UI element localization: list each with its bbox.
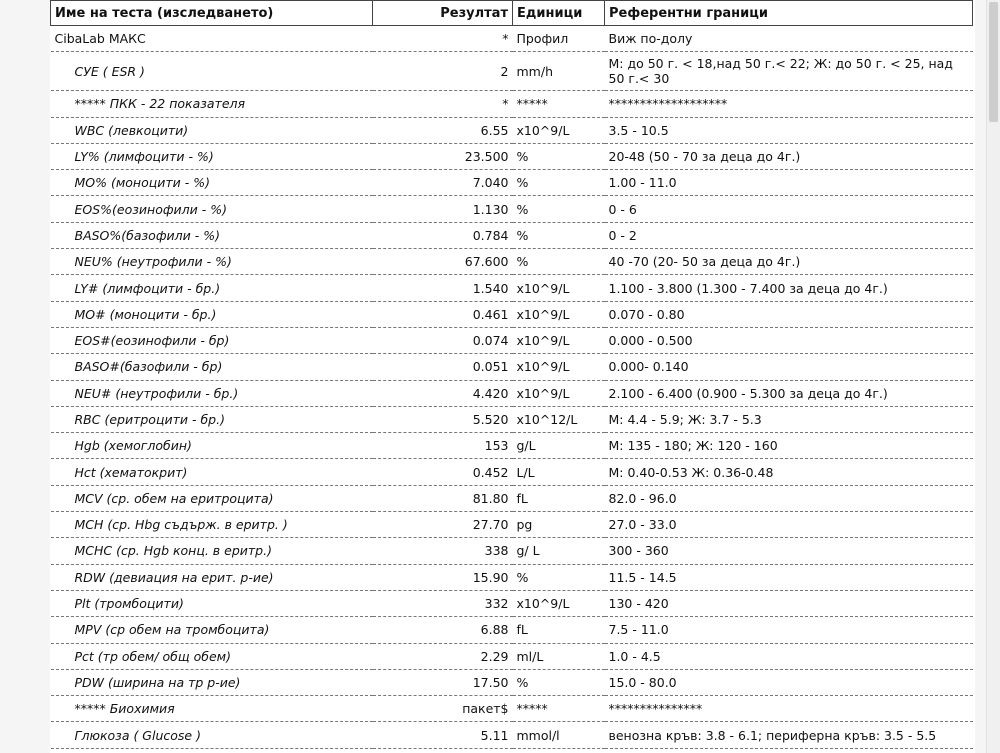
test-name-cell: MO% (моноцити - %) (51, 170, 373, 196)
units-cell: x10^9/L (513, 327, 605, 353)
result-cell: 153 (373, 433, 513, 459)
test-name-cell: EOS#(еозинофили - бр) (51, 327, 373, 353)
units-cell: x10^9/L (513, 301, 605, 327)
table-row (51, 327, 973, 353)
test-name-cell: Pct (тр обем/ общ обем) (51, 643, 373, 669)
results-body (51, 26, 973, 749)
results-page (50, 0, 975, 753)
reference-cell: 0 - 6 (605, 196, 973, 222)
units-cell: L/L (513, 459, 605, 485)
test-name-cell: СУЕ ( ESR ) (51, 52, 373, 91)
table-row (51, 196, 973, 222)
result-cell: 5.11 (373, 722, 513, 748)
test-name-cell: MPV (ср обем на тромбоцита) (51, 617, 373, 643)
units-cell: % (513, 196, 605, 222)
units-cell: % (513, 143, 605, 169)
table-row (51, 143, 973, 169)
reference-cell: венозна кръв: 3.8 - 6.1; периферна кръв: 3.5 - 5.5 (605, 722, 973, 748)
reference-cell: 82.0 - 96.0 (605, 485, 973, 511)
table-row (51, 564, 973, 590)
units-cell: g/L (513, 433, 605, 459)
result-cell: 17.50 (373, 669, 513, 695)
header-row (51, 1, 973, 26)
reference-cell: 2.100 - 6.400 (0.900 - 5.300 за деца до 4г.) (605, 380, 973, 406)
reference-cell: М: 135 - 180; Ж: 120 - 160 (605, 433, 973, 459)
reference-cell: 0 - 2 (605, 222, 973, 248)
result-cell: 81.80 (373, 485, 513, 511)
table-row (51, 117, 973, 143)
table-row (51, 722, 973, 748)
result-cell: 5.520 (373, 406, 513, 432)
result-cell: 0.784 (373, 222, 513, 248)
reference-cell: М: 4.4 - 5.9; Ж: 3.7 - 5.3 (605, 406, 973, 432)
test-name-cell: MCV (ср. обем на еритроцита) (51, 485, 373, 511)
units-cell: % (513, 249, 605, 275)
table-row (51, 170, 973, 196)
reference-cell: 27.0 - 33.0 (605, 512, 973, 538)
result-cell: 23.500 (373, 143, 513, 169)
header-reference: Референтни граници (605, 1, 973, 26)
table-row (51, 406, 973, 432)
reference-cell: 1.100 - 3.800 (1.300 - 7.400 за деца до 4г.) (605, 275, 973, 301)
units-cell: % (513, 170, 605, 196)
reference-cell: 1.00 - 11.0 (605, 170, 973, 196)
test-name-cell: Plt (тромбоцити) (51, 590, 373, 616)
units-cell: fL (513, 617, 605, 643)
table-row (51, 696, 973, 722)
table-row (51, 669, 973, 695)
reference-cell: 20-48 (50 - 70 за деца до 4г.) (605, 143, 973, 169)
units-cell: % (513, 222, 605, 248)
units-cell: g/ L (513, 538, 605, 564)
result-cell: 15.90 (373, 564, 513, 590)
reference-cell: 1.0 - 4.5 (605, 643, 973, 669)
units-cell: x10^9/L (513, 117, 605, 143)
units-cell: x10^9/L (513, 590, 605, 616)
units-cell: ***** (513, 91, 605, 117)
units-cell: fL (513, 485, 605, 511)
table-row (51, 538, 973, 564)
units-cell: x10^9/L (513, 275, 605, 301)
table-row (51, 26, 973, 52)
result-cell: 338 (373, 538, 513, 564)
table-row (51, 617, 973, 643)
test-name-cell: WBC (левкоцити) (51, 117, 373, 143)
reference-cell: 0.000- 0.140 (605, 354, 973, 380)
table-row (51, 590, 973, 616)
result-cell: пакет$ (373, 696, 513, 722)
test-name-cell: NEU# (неутрофили - бр.) (51, 380, 373, 406)
result-cell: 0.461 (373, 301, 513, 327)
table-row (51, 380, 973, 406)
reference-cell: 7.5 - 11.0 (605, 617, 973, 643)
test-name-cell: BASO#(базофили - бр) (51, 354, 373, 380)
reference-cell: 300 - 360 (605, 538, 973, 564)
result-cell: 2 (373, 52, 513, 91)
result-cell: 0.452 (373, 459, 513, 485)
result-cell: 7.040 (373, 170, 513, 196)
reference-cell: 40 -70 (20- 50 за деца до 4г.) (605, 249, 973, 275)
table-row (51, 275, 973, 301)
units-cell: x10^9/L (513, 354, 605, 380)
reference-cell: 130 - 420 (605, 590, 973, 616)
test-name-cell: CibaLab МАКС (51, 26, 373, 52)
result-cell: 1.130 (373, 196, 513, 222)
test-name-cell: RDW (девиация на ерит. р-ие) (51, 564, 373, 590)
result-cell: 332 (373, 590, 513, 616)
table-row (51, 301, 973, 327)
test-name-cell: NEU% (неутрофили - %) (51, 249, 373, 275)
table-row (51, 222, 973, 248)
result-cell: 27.70 (373, 512, 513, 538)
reference-cell: ******************* (605, 91, 973, 117)
reference-cell: *************** (605, 696, 973, 722)
result-cell: 67.600 (373, 249, 513, 275)
reference-cell: Виж по-долу (605, 26, 973, 52)
result-cell: * (373, 91, 513, 117)
units-cell: mm/h (513, 52, 605, 91)
result-cell: 0.074 (373, 327, 513, 353)
test-name-cell: Hct (хематокрит) (51, 459, 373, 485)
table-row (51, 249, 973, 275)
units-cell: Профил (513, 26, 605, 52)
reference-cell: 11.5 - 14.5 (605, 564, 973, 590)
table-row (51, 433, 973, 459)
reference-cell: 0.000 - 0.500 (605, 327, 973, 353)
table-row (51, 91, 973, 117)
test-name-cell: Hgb (хемоглобин) (51, 433, 373, 459)
vertical-scrollbar[interactable] (986, 0, 1000, 753)
result-cell: 4.420 (373, 380, 513, 406)
units-cell: mmol/l (513, 722, 605, 748)
units-cell: x10^12/L (513, 406, 605, 432)
reference-cell: 0.070 - 0.80 (605, 301, 973, 327)
header-test-name: Име на теста (изследването) (51, 1, 373, 26)
table-row (51, 485, 973, 511)
table-row (51, 354, 973, 380)
units-cell: pg (513, 512, 605, 538)
reference-cell: М: до 50 г. < 18,над 50 г.< 22; Ж: до 50 г. < 25, над 50 г.< 30 (605, 52, 973, 91)
test-name-cell: ***** Биохимия (51, 696, 373, 722)
header-result: Резултат (373, 1, 513, 26)
table-row (51, 643, 973, 669)
result-cell: 2.29 (373, 643, 513, 669)
test-name-cell: BASO%(базофили - %) (51, 222, 373, 248)
header-units: Единици (513, 1, 605, 26)
table-row (51, 459, 973, 485)
units-cell: x10^9/L (513, 380, 605, 406)
result-cell: 0.051 (373, 354, 513, 380)
result-cell: * (373, 26, 513, 52)
units-cell: ml/L (513, 643, 605, 669)
test-name-cell: LY% (лимфоцити - %) (51, 143, 373, 169)
table-row (51, 512, 973, 538)
test-name-cell: EOS%(еозинофили - %) (51, 196, 373, 222)
units-cell: ***** (513, 696, 605, 722)
units-cell: % (513, 669, 605, 695)
test-name-cell: ***** ПКК - 22 показателя (51, 91, 373, 117)
result-cell: 6.55 (373, 117, 513, 143)
units-cell: % (513, 564, 605, 590)
test-name-cell: MO# (моноцити - бр.) (51, 301, 373, 327)
lab-results-table (50, 0, 973, 749)
test-name-cell: PDW (ширина на тр р-ие) (51, 669, 373, 695)
test-name-cell: MCH (ср. Hbg съдърж. в еритр. ) (51, 512, 373, 538)
reference-cell: 15.0 - 80.0 (605, 669, 973, 695)
test-name-cell: Глюкоза ( Glucose ) (51, 722, 373, 748)
reference-cell: М: 0.40-0.53 Ж: 0.36-0.48 (605, 459, 973, 485)
result-cell: 6.88 (373, 617, 513, 643)
test-name-cell: MCHC (ср. Hgb конц. в еритр.) (51, 538, 373, 564)
test-name-cell: RBC (еритроцити - бр.) (51, 406, 373, 432)
reference-cell: 3.5 - 10.5 (605, 117, 973, 143)
result-cell: 1.540 (373, 275, 513, 301)
scrollbar-thumb[interactable] (989, 2, 998, 122)
test-name-cell: LY# (лимфоцити - бр.) (51, 275, 373, 301)
table-row (51, 52, 973, 91)
